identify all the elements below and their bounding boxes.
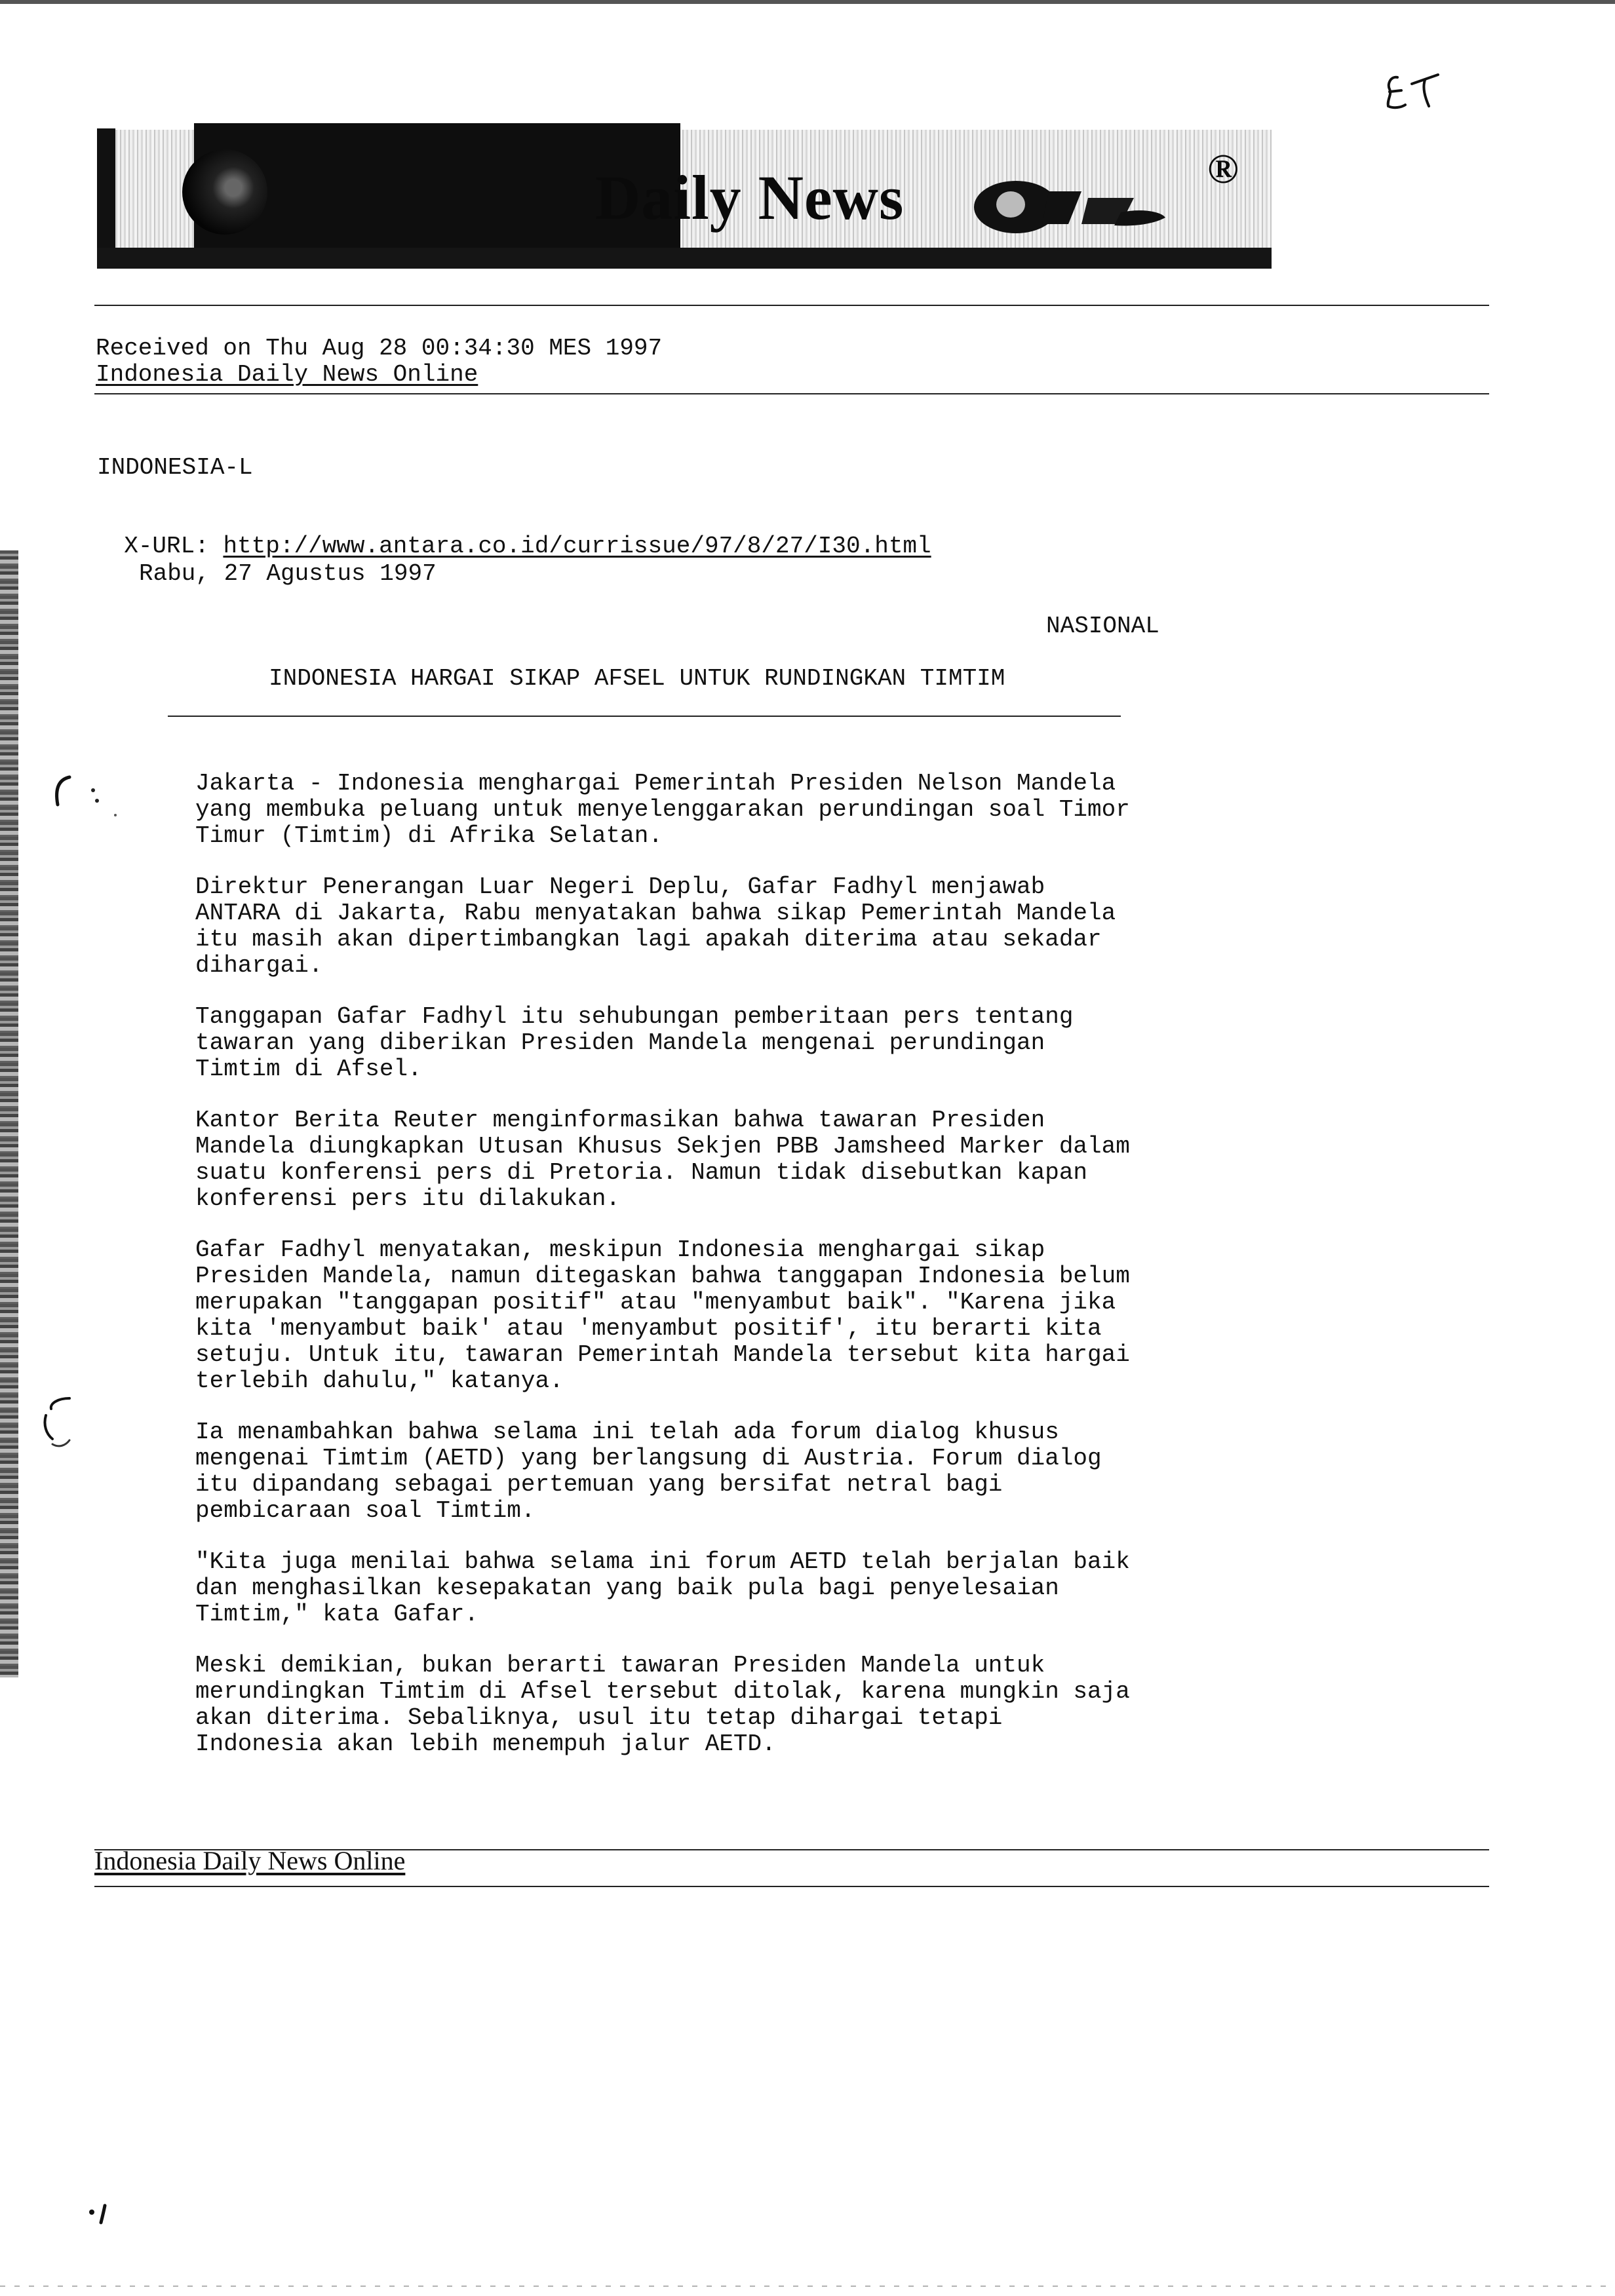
banner-frame-bottom bbox=[97, 248, 1272, 269]
banner-logo-icon bbox=[970, 178, 1167, 236]
daily-news-banner bbox=[97, 123, 1272, 270]
margin-bracket-mark bbox=[43, 771, 122, 823]
list-name: INDONESIA-L bbox=[97, 454, 253, 481]
scan-top-edge bbox=[0, 0, 1615, 4]
scan-left-edge-noise bbox=[0, 550, 18, 1677]
margin-bracket-mark-2 bbox=[26, 1389, 79, 1455]
article-date: Rabu, 27 Agustus 1997 bbox=[139, 560, 437, 587]
scan-speck-mark bbox=[85, 2200, 118, 2227]
x-url-row bbox=[96, 507, 931, 560]
footer-source-link[interactable]: Indonesia Daily News Online bbox=[94, 1846, 406, 1875]
article-paragraph: Kantor Berita Reuter menginformasikan bahwa tawaran Presiden Mandela diungkapkan Utusan Khusus Sekjen PBB Jamsheed Marker dalam suatu konferensi pers di Pretoria. Namun tidak disebutkan kapan konferensi pers itu dilakukan. bbox=[195, 1107, 1130, 1212]
headline-rule bbox=[168, 716, 1121, 717]
article-paragraph: Gafar Fadhyl menyatakan, meskipun Indonesia menghargai sikap Presiden Mandela, namun ditegaskan bahwa tanggapan Indonesia belum merupakan "tanggapan positif" atau "menyambut baik". "Karena jika kita 'menyambut baik' atau 'menyambut positif', itu berarti kita setuju. Untuk itu, tawaran Pemerintah Mandela tersebut kita hargai terlebih dahulu," katanya. bbox=[195, 1236, 1130, 1394]
header-bottom-rule bbox=[94, 393, 1489, 394]
handwritten-initials bbox=[1379, 66, 1451, 118]
x-url-label: X-URL: bbox=[124, 533, 209, 560]
header-source-link[interactable]: Indonesia Daily News Online bbox=[96, 361, 478, 388]
article-paragraph: Direktur Penerangan Luar Negeri Deplu, Gafar Fadhyl menjawab ANTARA di Jakarta, Rabu menyatakan bahwa sikap Pemerintah Mandela itu masih akan dipertimbangkan lagi apakah diterima atau sekadar dihargai. bbox=[195, 873, 1116, 979]
section-label: NASIONAL bbox=[1046, 613, 1159, 640]
banner-title: Daily News bbox=[595, 163, 905, 233]
article-paragraph: Tanggapan Gafar Fadhyl itu sehubungan pemberitaan pers tentang tawaran yang diberikan Presiden Mandela mengenai perundingan Timtim di Afsel. bbox=[195, 1003, 1074, 1082]
registered-mark: ® bbox=[1207, 145, 1239, 192]
article-paragraph: Jakarta - Indonesia menghargai Pemerintah Presiden Nelson Mandela yang membuka peluang untuk menyelenggarakan perundingan soal Timor Timur (Timtim) di Afrika Selatan. bbox=[195, 770, 1130, 849]
x-url-link[interactable]: http://www.antara.co.id/currissue/97/8/27/I30.html bbox=[223, 533, 931, 560]
globe-icon bbox=[182, 149, 267, 235]
article-headline: INDONESIA HARGAI SIKAP AFSEL UNTUK RUNDINGKAN TIMTIM bbox=[269, 665, 1005, 692]
header-top-rule bbox=[94, 305, 1489, 306]
footer-bottom-rule bbox=[94, 1886, 1489, 1887]
article-paragraph: Ia menambahkan bahwa selama ini telah ada forum dialog khusus mengenai Timtim (AETD) yang berlangsung di Austria. Forum dialog itu dipandang sebagai pertemuan yang bersifat netral bagi pembicaraan soal Timtim. bbox=[195, 1419, 1102, 1524]
scan-bottom-edge bbox=[0, 2286, 1615, 2287]
article-paragraph: "Kita juga menilai bahwa selama ini forum AETD telah berjalan baik dan menghasilkan kesepakatan yang baik pula bagi penyelesaian Timtim," kata Gafar. bbox=[195, 1548, 1130, 1628]
article-body bbox=[195, 771, 1441, 1782]
article-paragraph: Meski demikian, bukan berarti tawaran Presiden Mandela untuk merundingkan Timtim di Afsel tersebut ditolak, karena mungkin saja akan diterima. Sebaliknya, usul itu tetap dihargai tetapi Indonesia akan lebih menempuh jalur AETD. bbox=[195, 1652, 1130, 1757]
received-line: Received on Thu Aug 28 00:34:30 MES 1997 bbox=[96, 335, 663, 362]
